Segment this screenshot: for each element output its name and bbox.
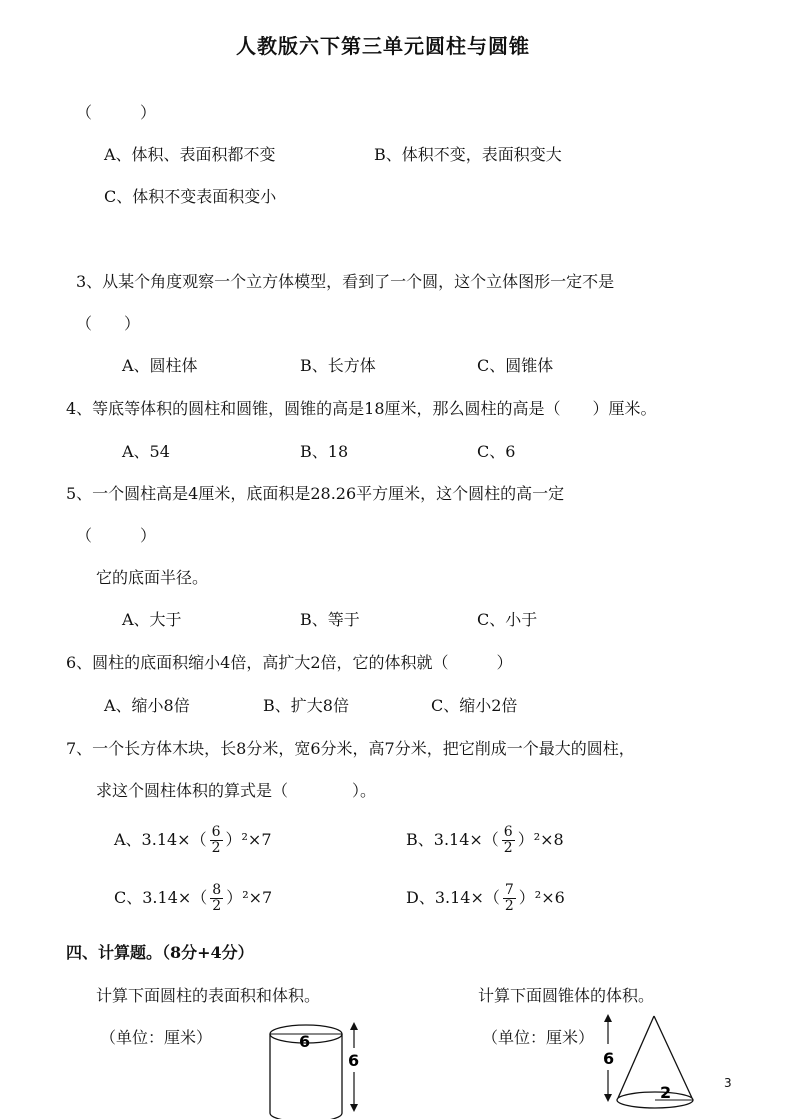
q5-option-c: C、小于 xyxy=(477,610,538,629)
q-prev-paren: （ ） xyxy=(76,103,157,122)
cone-arrow-head-bottom xyxy=(604,1094,612,1102)
cone-radius-label: 2 xyxy=(660,1083,672,1102)
cylinder-arrow-head-bottom xyxy=(350,1104,358,1112)
cone-left-side xyxy=(618,1016,654,1098)
q3-option-a: A、圆柱体 xyxy=(122,356,198,375)
cylinder-diameter-label: 6 xyxy=(299,1032,311,1051)
q-prev-option-c: C、体积不变表面积变小 xyxy=(104,187,277,206)
cylinder-task: 计算下面圆柱的表面积和体积。 xyxy=(96,986,321,1005)
cone-height-label: 6 xyxy=(603,1049,615,1068)
page-number: 3 xyxy=(724,1076,732,1090)
page-title: 人教版六下第三单元圆柱与圆锥 xyxy=(236,34,530,58)
cylinder-figure xyxy=(262,1018,372,1119)
q4-option-a: A、54 xyxy=(122,442,170,461)
q-prev-option-b: B、体积不变，表面积变大 xyxy=(374,145,562,164)
q7-option-a: A、3.14×（ $\frac{6}{2}$ ）²×7 xyxy=(114,824,272,856)
cylinder-arrow-head-top xyxy=(350,1022,358,1030)
q7-option-c: C、3.14×（ $\frac{8}{2}$ ）²×7 xyxy=(114,882,273,914)
q3-option-b: B、长方体 xyxy=(300,356,376,375)
cone-figure xyxy=(596,1012,706,1117)
q5-option-b: B、等于 xyxy=(300,610,360,629)
q7-option-b: B、3.14×（ $\frac{6}{2}$ ）²×8 xyxy=(406,824,564,856)
q4-option-c: C、6 xyxy=(477,442,516,461)
section-4-heading: 四、计算题。（8分+4分） xyxy=(66,943,254,962)
cone-task: 计算下面圆锥体的体积。 xyxy=(478,986,655,1005)
q-prev-option-a: A、体积、表面积都不变 xyxy=(104,145,276,164)
q6-stem: 6、圆柱的底面积缩小4倍，高扩大2倍，它的体积就（ ） xyxy=(66,653,513,672)
cylinder-unit: （单位：厘米） xyxy=(100,1028,213,1047)
q4-option-b: B、18 xyxy=(300,442,349,461)
cylinder-height-label: 6 xyxy=(348,1051,360,1070)
q6-option-b: B、扩大8倍 xyxy=(263,696,349,715)
q5-paren: （ ） xyxy=(76,526,157,545)
q5-stem: 5、一个圆柱高是4厘米，底面积是28.26平方厘米，这个圆柱的高一定 xyxy=(66,484,565,503)
q7-stem: 7、一个长方体木块，长8分米，宽6分米，高7分米，把它削成一个最大的圆柱， xyxy=(66,739,635,758)
q5-option-a: A、大于 xyxy=(122,610,182,629)
cone-unit: （单位：厘米） xyxy=(482,1028,595,1047)
cylinder-bottom-front xyxy=(270,1113,342,1119)
q7-option-d: D、3.14×（ $\frac{7}{2}$ ）²×6 xyxy=(406,882,565,914)
q3-option-c: C、圆锥体 xyxy=(477,356,554,375)
q5-continuation: 它的底面半径。 xyxy=(96,568,209,587)
q7-stem-2: 求这个圆柱体积的算式是（ ）。 xyxy=(96,781,377,800)
q3-stem: 3、从某个角度观察一个立方体模型，看到了一个圆，这个立体图形一定不是 xyxy=(76,272,615,291)
q4-stem: 4、等底等体积的圆柱和圆锥，圆锥的高是18厘米，那么圆柱的高是（ ）厘米。 xyxy=(66,399,657,418)
cone-arrow-head-top xyxy=(604,1014,612,1022)
q3-paren: （ ） xyxy=(76,314,141,333)
q6-option-c: C、缩小2倍 xyxy=(431,696,518,715)
q6-option-a: A、缩小8倍 xyxy=(104,696,190,715)
